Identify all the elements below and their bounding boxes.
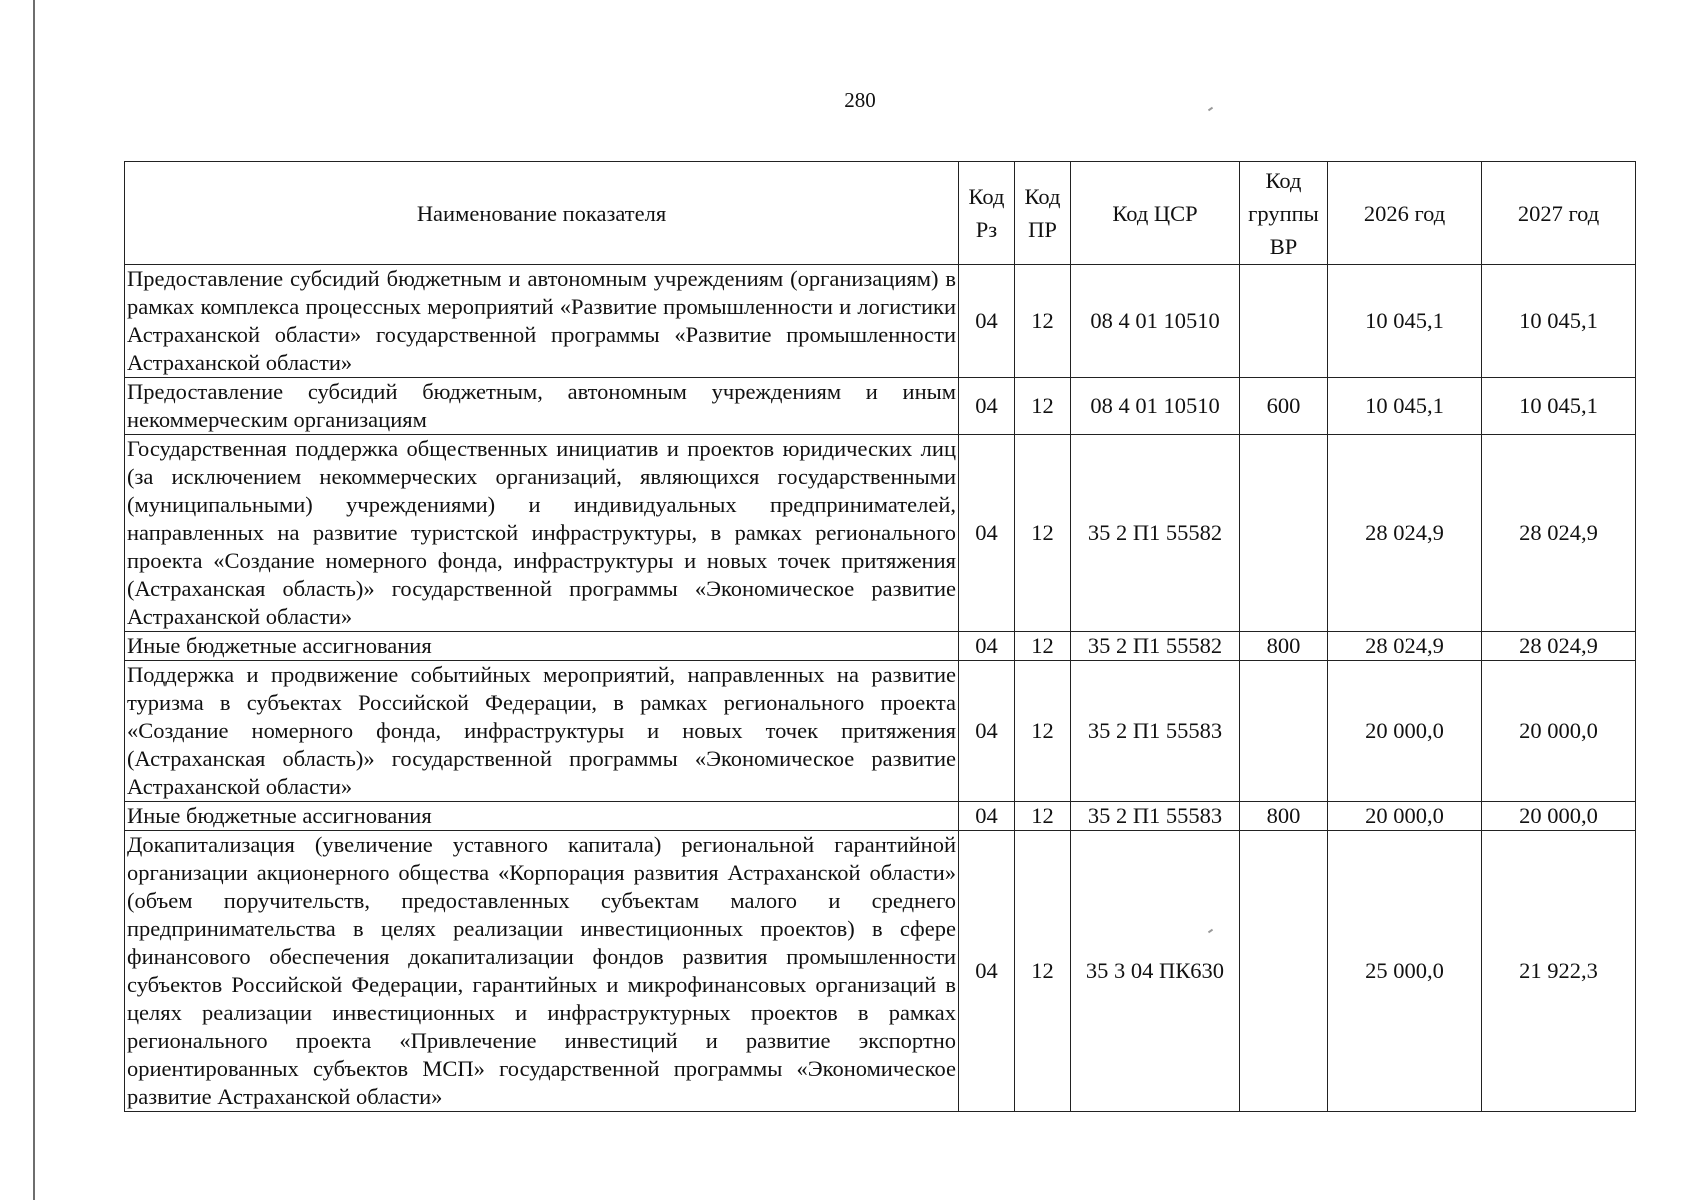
row-2026: 20 000,0 [1328, 661, 1482, 802]
header-2027: 2027 год [1482, 162, 1636, 265]
row-vr: 600 [1240, 378, 1328, 435]
table-header-row [125, 162, 1636, 265]
header-vr: Код группы ВР [1240, 162, 1328, 265]
row-2027: 10 045,1 [1482, 378, 1636, 435]
table-row [125, 378, 1636, 435]
table-row [125, 802, 1636, 831]
header-2026: 2026 год [1328, 162, 1482, 265]
row-2027: 20 000,0 [1482, 802, 1636, 831]
row-csr: 08 4 01 10510 [1071, 265, 1240, 378]
row-2026: 25 000,0 [1328, 831, 1482, 1112]
table-row [125, 831, 1636, 1112]
row-name: Государственная поддержка общественных инициатив и проектов юридических лиц (за исключением некоммерческих организаций, являющихся государственными (муниципальными) учреждениями) и индивидуальных предпринимателей, направленных на развитие туристской инфраструктуры, в рамках регионального проекта «Создание номерного фонда, инфраструктуры и новых точек притяжения (Астраханская область)» государственной программы «Экономическое развитие Астраханской области» [125, 435, 959, 632]
row-rz: 04 [959, 802, 1015, 831]
row-vr [1240, 435, 1328, 632]
header-name: Наименование показателя [125, 162, 959, 265]
row-name: Докапитализация (увеличение уставного капитала) региональной гарантийной организации акционерного общества «Корпорация развития Астраханской области» (объем поручительств, предоставленных субъектам малого и среднего предпринимательства в целях реализации инвестиционных проектов) в сфере финансового обеспечения докапитализации фондов развития промышленности субъектов Российской Федерации, гарантийных и микрофинансовых организаций в целях реализации инвестиционных и инфраструктурных проектов в рамках регионального проекта «Привлечение инвестиций и развитие экспортно ориентированных субъектов МСП» государственной программы «Экономическое развитие Астраханской области» [125, 831, 959, 1112]
row-csr: 35 2 П1 55583 [1071, 661, 1240, 802]
row-vr [1240, 831, 1328, 1112]
row-csr: 35 2 П1 55583 [1071, 802, 1240, 831]
row-rz: 04 [959, 632, 1015, 661]
row-pr: 12 [1015, 831, 1071, 1112]
page-number: 280 [844, 88, 876, 112]
row-rz: 04 [959, 378, 1015, 435]
budget-table [124, 161, 1636, 1112]
page-left-border [33, 0, 35, 1200]
row-2027: 28 024,9 [1482, 435, 1636, 632]
row-pr: 12 [1015, 435, 1071, 632]
row-pr: 12 [1015, 802, 1071, 831]
row-2027: 28 024,9 [1482, 632, 1636, 661]
row-rz: 04 [959, 265, 1015, 378]
row-pr: 12 [1015, 378, 1071, 435]
header-rz: Код Рз [959, 162, 1015, 265]
row-csr: 08 4 01 10510 [1071, 378, 1240, 435]
table-row [125, 661, 1636, 802]
row-name: Предоставление субсидий бюджетным и автономным учреждениям (организациям) в рамках комплекса процессных мероприятий «Развитие промышленности и логистики Астраханской области» государственной программы «Развитие промышленности Астраханской области» [125, 265, 959, 378]
row-2026: 10 045,1 [1328, 378, 1482, 435]
row-pr: 12 [1015, 632, 1071, 661]
row-vr [1240, 265, 1328, 378]
row-vr: 800 [1240, 802, 1328, 831]
table-row [125, 435, 1636, 632]
row-name: Поддержка и продвижение событийных мероприятий, направленных на развитие туризма в субъектах Российской Федерации, в рамках регионального проекта «Создание номерного фонда, инфраструктуры и новых точек притяжения (Астраханская область)» государственной программы «Экономическое развитие Астраханской области» [125, 661, 959, 802]
row-2026: 20 000,0 [1328, 802, 1482, 831]
row-name: Иные бюджетные ассигнования [125, 632, 959, 661]
table-row [125, 265, 1636, 378]
row-2027: 21 922,3 [1482, 831, 1636, 1112]
row-vr [1240, 661, 1328, 802]
table-row [125, 632, 1636, 661]
row-2026: 28 024,9 [1328, 632, 1482, 661]
header-csr: Код ЦСР [1071, 162, 1240, 265]
row-rz: 04 [959, 831, 1015, 1112]
row-2026: 28 024,9 [1328, 435, 1482, 632]
header-pr: Код ПР [1015, 162, 1071, 265]
row-name: Предоставление субсидий бюджетным, автономным учреждениям и иным некоммерческим организациям [125, 378, 959, 435]
row-csr: 35 2 П1 55582 [1071, 435, 1240, 632]
row-rz: 04 [959, 661, 1015, 802]
row-2026: 10 045,1 [1328, 265, 1482, 378]
row-pr: 12 [1015, 265, 1071, 378]
row-2027: 10 045,1 [1482, 265, 1636, 378]
row-csr: 35 3 04 ПК630 [1071, 831, 1240, 1112]
row-vr: 800 [1240, 632, 1328, 661]
row-2027: 20 000,0 [1482, 661, 1636, 802]
row-pr: 12 [1015, 661, 1071, 802]
row-csr: 35 2 П1 55582 [1071, 632, 1240, 661]
row-rz: 04 [959, 435, 1015, 632]
row-name: Иные бюджетные ассигнования [125, 802, 959, 831]
